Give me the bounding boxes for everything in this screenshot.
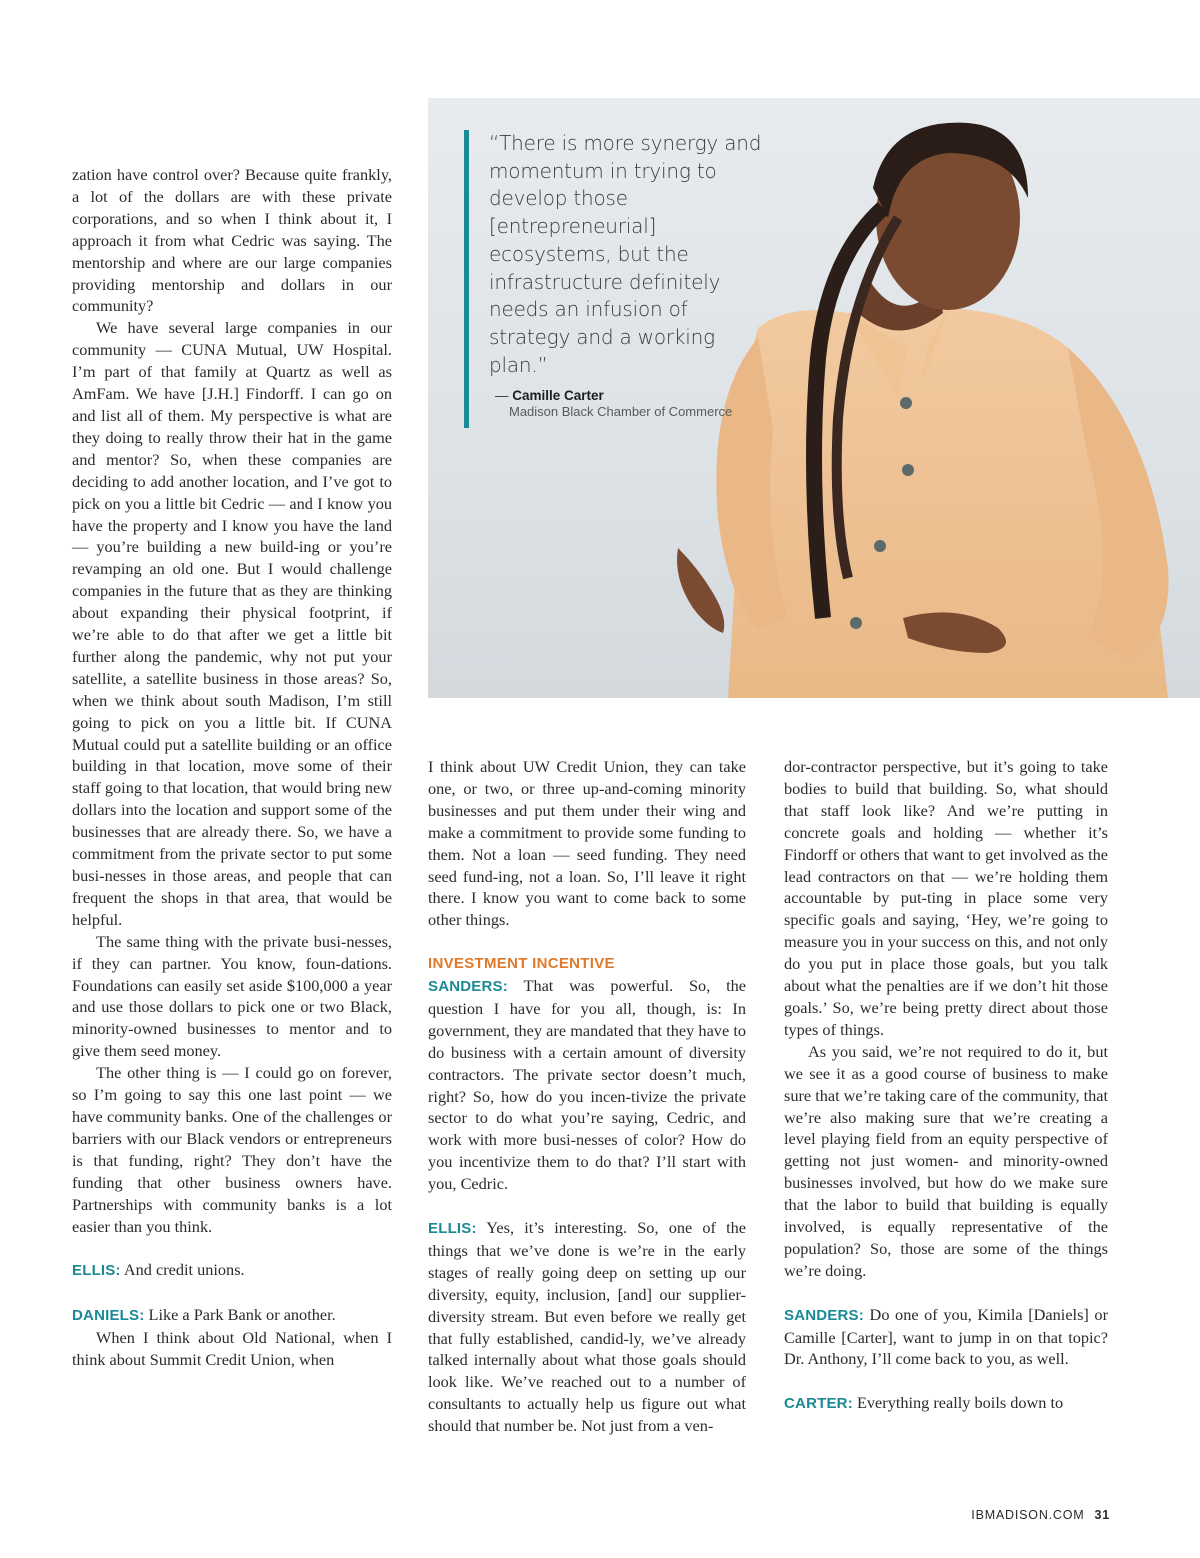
paragraph-text: Do one of you, Kimila [Daniels] or Camille [Carter], want to jump in on that topic? Dr. Anthony, I’ll come back to you, as well. bbox=[784, 1304, 1108, 1369]
speaker-label: ELLIS: bbox=[72, 1262, 121, 1280]
paragraph-text: Like a Park Bank or another. bbox=[144, 1305, 336, 1325]
article-column-3 bbox=[784, 756, 1108, 1415]
paragraph: As you said, we’re not required to do it, but we see it as a good course of business to make sure that we’re taking care of the community, that we’re also making sure that we’re creating a level playing field from an equity perspective of getting not just women- and minority-owned businesses involved, but how do we make sure that the labor to build that building is equally involved, is equally representative of the population? So, those are some of the things we’re doing. bbox=[784, 1041, 1108, 1280]
paragraph bbox=[72, 1259, 392, 1282]
paragraph: When I think about Old National, when I think about Summit Credit Union, when bbox=[72, 1328, 392, 1369]
page-number: 31 bbox=[1094, 1508, 1110, 1522]
paragraph: We have several large companies in our community — CUNA Mutual, UW Hospital. I’m part of that family at Quartz as well as AmFam. We have [J.H.] Findorff. I can go on and list all of them. My perspective is what are they doing to really throw their hat in the game and mentor? So, when these companies are deciding to add another location, and I’ve got to pick on you a little bit Cedric — and I know you have the property and I know you have the land — you’re building a new build-ing or you’re revamping an old one. But I would challenge companies in the future that as they are thinking about expanding their physical footprint, if we’re able to do that after we get a little bit further along the pandemic, why not put your satellite, a satellite business in those areas? So, when we think about south Madison, I’m still going to pick on you a little bit. If CUNA Mutual could put a satellite building or an office building in that location, move some of their staff going to that location, that would bring new dollars into the location and support some of the businesses that are already there. So, we have a commitment from the private sector to put some busi-nesses in those areas, and people that can frequent the shops in that area, that would be helpful. bbox=[72, 318, 392, 929]
speaker-label: SANDERS: bbox=[428, 978, 508, 996]
paragraph: The same thing with the private busi-nesses, if they can partner. You know, foun-dations. Foundations can easily set aside $100,000 a year and use those dollars to pick one or two Black, minority-owned businesses to mentor and to give them seed money. bbox=[72, 931, 392, 1061]
paragraph: dor-contractor perspective, but it’s going to take bodies to build that building. So, what should that staff look like? And we’re putting in concrete goals and holding — whether it’s Findorff or others that want to get involved as the lead contractors on that — we’re holding them accountable by put-ting in place some very specific goals and saying, ‘Hey, we’re going to measure you in your success on this, and not only do you put in place those goals, but you talk about what the penalties are if we don’t hit those goals.’ So, we’re being pretty direct about those types of things. bbox=[784, 757, 1108, 1039]
pull-quote-text: “There is more synergy and momentum in trying to develop those [entrepreneurial] ecosystems, but the infrastructure definitely needs an infusion of strategy and a working plan.” bbox=[489, 131, 762, 377]
paragraph bbox=[428, 1217, 746, 1437]
speaker-label: CARTER: bbox=[784, 1395, 853, 1413]
paragraph-text: Yes, it’s interesting. So, one of the things that we’ve done is we’re in the early stages of really going deep on setting up our diversity, equity, inclusion, [and] our supplier-diversity stream. But even before we really get that fully established, candid-ly, we’ve already talked internally about what those goals should look like. We’ve reached out to a number of consultants to actually help us figure out what should that number be. Not just from a ven- bbox=[428, 1218, 746, 1436]
attribution-organization: Madison Black Chamber of Commerce bbox=[509, 404, 733, 420]
paragraph-text: That was powerful. So, the question I have for you all, though, is: In government, they are mandated that they have to do business with a certain amount of diversity contractors. The private sector doesn’t much, right? So, how do you incen-tivize the private sector to do what you’re saying, Cedric, and work with more busi-nesses of color? How do you incentivize them to do that? I’ll start with you, Cedric. bbox=[428, 976, 746, 1194]
article-column-1 bbox=[72, 164, 392, 1371]
article-column-2 bbox=[428, 756, 746, 1437]
pull-quote-attribution bbox=[489, 388, 764, 403]
paragraph-text: Everything really boils down to bbox=[852, 1393, 1064, 1413]
speaker-label: DANIELS: bbox=[72, 1307, 145, 1325]
paragraph-text: And credit unions. bbox=[120, 1260, 245, 1280]
paragraph bbox=[72, 1304, 392, 1327]
attribution-dash: — bbox=[495, 388, 513, 404]
page-footer bbox=[971, 1508, 1110, 1522]
speaker-label: ELLIS: bbox=[428, 1220, 477, 1237]
paragraph: I think about UW Credit Union, they can take one, or two, or three up-and-coming minority businesses and put them under their wing and make a commitment to provide some funding to them. Not a loan — seed funding. They need seed fund-ing, not a loan. So, I’ll leave it right there. I know you want to come back to some other things. bbox=[428, 757, 746, 930]
speaker-label: SANDERS: bbox=[784, 1306, 864, 1324]
paragraph bbox=[784, 1304, 1108, 1371]
attribution-name: Camille Carter bbox=[512, 388, 604, 404]
paragraph: The other thing is — I could go on forever, so I’m going to say this one last point — we have community banks. One of the challenges or barriers with our Black vendors or entrepreneurs is that funding, right? They don’t have the funding that other business owners have. Partnerships with community banks is a lot easier than you think. bbox=[72, 1063, 392, 1236]
paragraph bbox=[784, 1392, 1108, 1415]
footer-site: IBMADISON.COM bbox=[971, 1508, 1085, 1522]
paragraph bbox=[428, 975, 746, 1195]
pull-quote bbox=[464, 130, 764, 428]
paragraph: zation have control over? Because quite frankly, a lot of the dollars are with these private corporations, and so when I think about it, I approach it from what Cedric was saying. The mentorship and where are our large companies providing mentorship and dollars in our community? bbox=[72, 165, 392, 316]
section-subhead: INVESTMENT INCENTIVE bbox=[428, 955, 615, 973]
